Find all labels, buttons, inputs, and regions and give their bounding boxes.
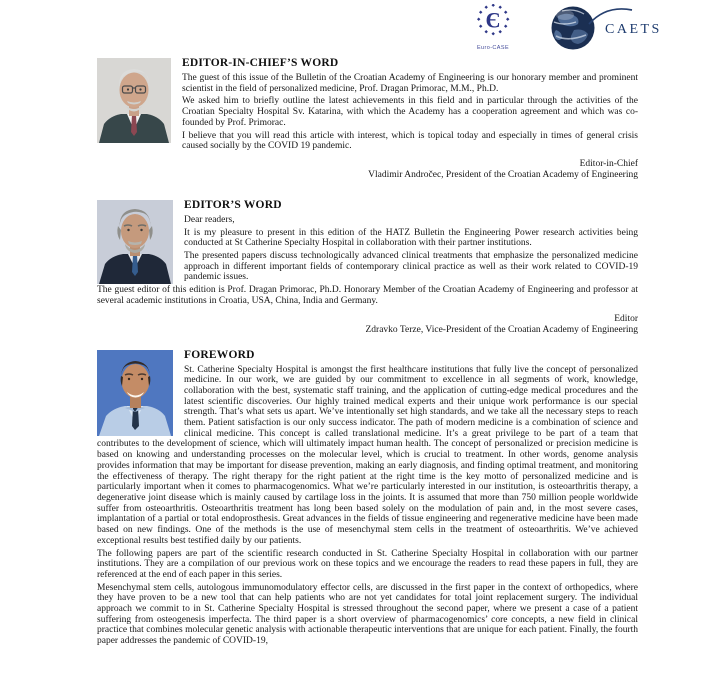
content-column bbox=[97, 57, 638, 649]
signature-block bbox=[97, 314, 638, 336]
eurocase-logo-caption: Euro-CASE bbox=[476, 45, 510, 51]
svg-text:Є: Є bbox=[485, 7, 501, 33]
signature-name: Zdravko Terze, Vice-President of the Croatian Academy of Engineering bbox=[365, 324, 638, 335]
caets-globe-icon bbox=[548, 2, 660, 52]
paragraph: We asked him to briefly outline the latest achievements in this field and in particular through the activities of the Croatian Specialty Hospital Sv. Katarina, with which the Academy has a cooperation agreement and which was co-founded by Prof. Primorac. bbox=[182, 96, 638, 128]
signature-role: Editor-in-Chief bbox=[579, 158, 638, 169]
caets-logo-text: CAETS bbox=[605, 22, 660, 37]
paragraph: Dear readers, bbox=[184, 214, 235, 225]
signature-role: Editor bbox=[614, 313, 638, 324]
paragraph: The presented papers discuss technologically advanced clinical treatments that emphasize the personalized medicine approach in different important fields of contemporary clinical practice as well as their work related to COVID-19 pandemic issues. bbox=[184, 251, 638, 283]
section-editor bbox=[97, 199, 638, 336]
paragraph: The following papers are part of the scientific research conducted in St. Catherine Specialty Hospital in collaboration with our partner institutions. They are a compilation of our previous work on these topics and we encourage the readers to read these papers in full, they are referenced at the end of each paper in this series. bbox=[97, 548, 638, 580]
section-heading: FOREWORD bbox=[184, 348, 255, 361]
eurocase-emblem-icon bbox=[462, 4, 524, 40]
paragraph: Mesenchymal stem cells, autologous immunomodulatory effector cells, are discussed in the first paper in the context of orthopedics, where they have proven to be a new tool that can help patients who are not yet candidates for total joint replacement surgery. The individual approach we commit to in St. Catherine Specialty Hospital is stressed throughout the second paper, where we present a case of a patient suffering from osteogenesis imperfecta. The third paper is a short overview of pharmacogenomics’ core concepts, a new field in clinical practice that combines molecular genetic analysis with actionable therapeutic interventions that are unique for each patient. Finally, the fourth paper addresses the pandemic of COVID-19, bbox=[97, 582, 638, 647]
portrait-editor-in-chief bbox=[97, 58, 171, 143]
caets-logo bbox=[548, 2, 660, 57]
signature-name: Vladimir Andročec, President of the Croatian Academy of Engineering bbox=[368, 169, 638, 180]
section-foreword bbox=[97, 349, 638, 649]
paragraph: I believe that you will read this article with interest, which is topical today and especially in times of general crisis caused socially by the COVID 19 pandemic. bbox=[182, 130, 638, 152]
header-logos bbox=[0, 0, 705, 56]
portrait-foreword-author bbox=[97, 350, 173, 436]
paragraph: It is my pleasure to present in this edition of the HATZ Bulletin the Engineering Power research activities being conducted at St Catherine Specialty Hospital in collaboration with their partner institutions. bbox=[184, 227, 638, 249]
section-editor-in-chief bbox=[97, 57, 638, 181]
section-heading: EDITOR-IN-CHIEF’S WORD bbox=[182, 57, 339, 69]
section-heading: EDITOR’S WORD bbox=[184, 198, 282, 211]
paragraph: St. Catherine Specialty Hospital is amongst the first healthcare institutions that fully live the concept of personalized medicine. In our work, we are guided by our commitment to excellence in all segments of work, knowledge, collaboration with the best, systematic staff training, and the application of cutting-edge medical procedures and the latest scientific discoveries. Our highly trained medical experts and their unique work performance is our special strength. That’s what sets us apart. We’ve intentionally set high standards, and we take all the necessary steps to reach them. Patient satisfaction is our only success indicator. The path of modern medicine is a combination of science and clinical medicine. This concept is called translational medicine. It’s a great privilege to be part of a team that contributes to the development of science, which will ultimately impact human health. The concept of personalized or precision medicine is based on knowing and understanding processes on the molecular level, which is crucial to treatment. In other words, genome analysis provides information that may be important for disease prevention, making an early diagnosis, and finding optimal treatment, and monitoring the effectiveness of therapy. The right therapy for the right patient at the right time is the key motto of personalized medicine and is particularly important when it comes to pharmacogenomics. What we’re particularly interested in our institution, is osteoarthritis therapy, a degenerative joint disease which is mainly caused by cartilage loss in the joints. It is assumed that more than 750 million people worldwide suffer from osteoarthritis. Osteoarthritis treatment has long been based solely on the modulation of pain and, in the most severe cases, implantation of a partial or total endoprosthesis. Great advances in the fields of tissue engineering and regenerative medicine have been made based on new findings. One of the methods is the use of mesenchymal stem cells in the treatment of osteoarthritis. We’ve achieved exceptional results best testified daily by our patients. bbox=[97, 364, 638, 546]
signature-block bbox=[97, 159, 638, 181]
portrait-editor bbox=[97, 200, 173, 284]
paragraph: The guest editor of this edition is Prof. Dragan Primorac, Ph.D. Honorary Member of the Croatian Academy of Engineering and professor at several academic institutions in Croatia, USA, China, India and Germany. bbox=[97, 285, 638, 306]
eurocase-logo bbox=[460, 4, 526, 51]
paragraph: The guest of this issue of the Bulletin of the Croatian Academy of Engineering is our honorary member and prominent scientist in the field of personalized medicine, Prof. Dragan Primorac, M.M., Ph.D. bbox=[182, 73, 638, 94]
